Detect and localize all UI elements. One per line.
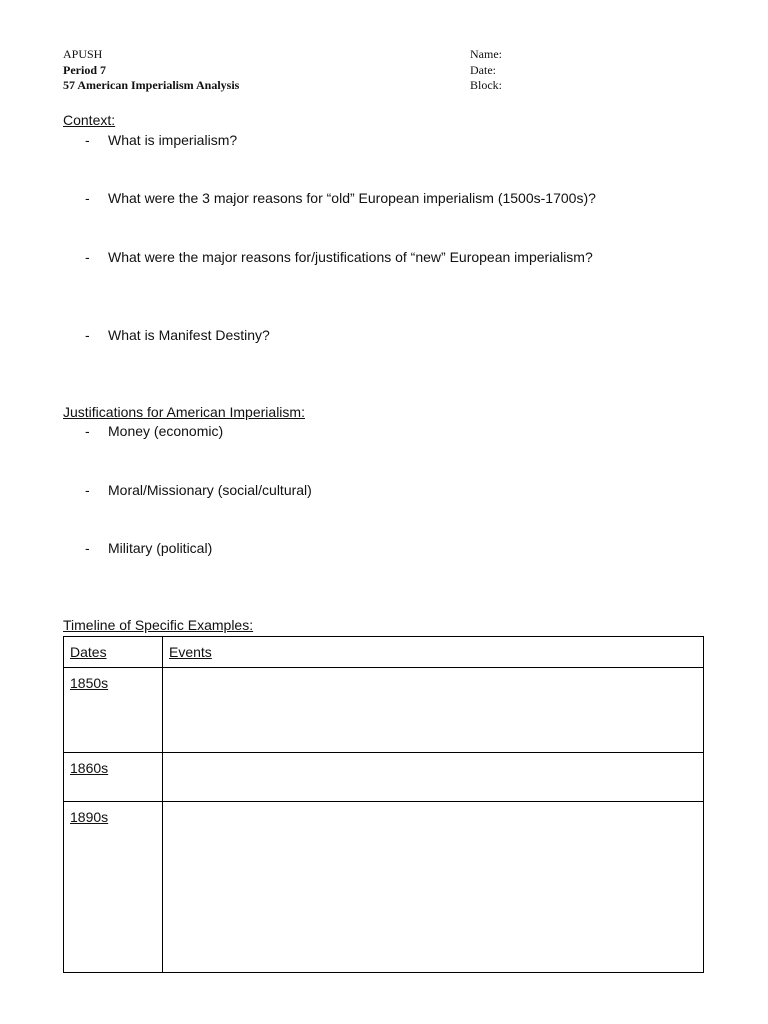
- bullet-dash: -: [85, 190, 90, 206]
- date-cell: [64, 802, 163, 973]
- column-header-dates: [64, 637, 163, 668]
- justifications-heading: Justifications for American Imperialism:: [63, 404, 305, 420]
- context-heading: Context:: [63, 112, 116, 128]
- bullet-dash: -: [85, 423, 90, 439]
- context-question: [85, 132, 237, 148]
- events-cell[interactable]: [163, 802, 704, 973]
- justification-text: Military (political): [108, 540, 213, 556]
- bullet-dash: -: [85, 482, 90, 498]
- events-cell[interactable]: [163, 668, 704, 753]
- bullet-dash: -: [85, 249, 90, 265]
- worksheet-header: [63, 47, 239, 94]
- table-row: [64, 802, 704, 973]
- period-label: Period 7: [63, 62, 106, 77]
- justification-item: [85, 540, 212, 556]
- date-label: 1860s: [70, 760, 109, 776]
- justification-item: [85, 482, 312, 498]
- date-label: 1890s: [70, 809, 109, 825]
- block-label: Block:: [470, 78, 502, 92]
- worksheet-title: 57 American Imperialism Analysis: [63, 78, 240, 92]
- question-text: What is Manifest Destiny?: [108, 327, 270, 343]
- bullet-dash: -: [85, 132, 90, 148]
- date-label: Date:: [470, 62, 496, 77]
- date-label: 1850s: [70, 675, 109, 691]
- column-header-events: [163, 637, 704, 668]
- course-label: APUSH: [63, 47, 103, 61]
- timeline-heading: Timeline of Specific Examples:: [63, 617, 254, 633]
- timeline-table: [63, 636, 704, 973]
- table-row: [64, 753, 704, 802]
- student-info-fields: [470, 47, 502, 94]
- context-question: [85, 327, 270, 343]
- name-label: Name:: [470, 47, 502, 61]
- column-header-label: Dates: [70, 644, 107, 660]
- bullet-dash: -: [85, 540, 90, 556]
- context-question: [85, 190, 596, 206]
- table-header-row: [64, 637, 704, 668]
- bullet-dash: -: [85, 327, 90, 343]
- justification-text: Moral/Missionary (social/cultural): [108, 482, 312, 498]
- events-cell[interactable]: [163, 753, 704, 802]
- date-cell: [64, 668, 163, 753]
- justification-text: Money (economic): [108, 423, 224, 439]
- question-text: What were the 3 major reasons for “old” European imperialism (1500s-1700s)?: [108, 190, 596, 206]
- column-header-label: Events: [169, 644, 212, 660]
- table-row: [64, 668, 704, 753]
- context-question: [85, 249, 593, 265]
- date-cell: [64, 753, 163, 802]
- question-text: What is imperialism?: [108, 132, 238, 148]
- justification-item: [85, 423, 223, 439]
- question-text: What were the major reasons for/justifications of “new” European imperialism?: [108, 249, 593, 265]
